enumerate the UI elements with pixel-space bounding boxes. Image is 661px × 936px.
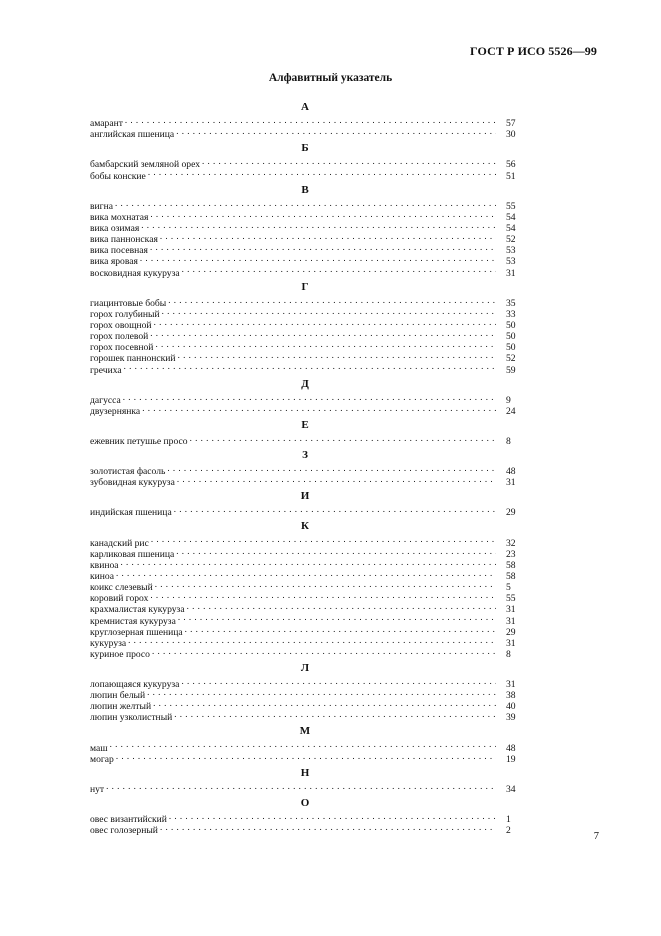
index-entry	[90, 220, 520, 234]
entry-page-number: 50	[506, 342, 516, 354]
entry-term: вика яровая	[90, 256, 138, 268]
entry-term: вика посевная	[90, 245, 148, 257]
index-section	[90, 377, 520, 417]
dot-leader	[106, 781, 496, 792]
entry-term: кукуруза	[90, 637, 127, 649]
entry-term: горох посевной	[90, 342, 154, 354]
index-entry	[90, 253, 520, 268]
index-entry	[90, 126, 520, 141]
dot-leader	[128, 635, 496, 646]
entry-page-number: 56	[506, 159, 516, 171]
index-entry	[90, 579, 520, 594]
entry-page-number: 31	[506, 615, 516, 627]
entry-page-number: 32	[506, 537, 516, 549]
section-letter: Б	[301, 142, 309, 155]
dot-leader	[190, 433, 496, 444]
entry-term: зубовидная кукуруза	[90, 477, 175, 489]
entry-term: овес голозерный	[90, 825, 158, 837]
entry-term: куриное просо	[90, 648, 150, 660]
entry-term: крахмалистая кукуруза	[90, 604, 185, 616]
dot-leader	[178, 350, 496, 361]
entry-page-number: 53	[506, 245, 516, 257]
dot-leader	[125, 115, 496, 126]
entry-page-number: 55	[506, 593, 516, 605]
dot-leader	[185, 624, 496, 635]
dot-leader	[142, 403, 496, 414]
index-section	[90, 280, 520, 376]
index-entry	[90, 339, 520, 354]
index-entry	[90, 242, 520, 257]
entry-page-number: 31	[506, 679, 516, 691]
dot-leader	[115, 198, 496, 209]
section-letter: В	[301, 183, 309, 196]
entry-page-number: 51	[506, 170, 516, 182]
document-code: ГОСТ Р ИСО 5526—99	[470, 44, 597, 58]
index-entry	[90, 403, 520, 417]
entry-term: лопающаяся кукуруза	[90, 679, 180, 691]
entry-term: люпин белый	[90, 690, 146, 702]
entry-page-number: 48	[506, 466, 516, 478]
entry-page-number: 52	[506, 234, 516, 246]
entry-page-number: 53	[506, 256, 516, 268]
dot-leader	[110, 739, 496, 750]
entry-page-number: 58	[506, 570, 516, 582]
index-entry	[90, 687, 520, 702]
entry-term: карликовая пшеница	[90, 548, 175, 560]
entry-page-number: 50	[506, 319, 516, 331]
entry-page-number: 24	[506, 405, 516, 417]
entry-page-number: 35	[506, 297, 516, 309]
entry-page-number: 8	[506, 435, 511, 447]
entry-page-number: 19	[506, 753, 516, 765]
dot-leader	[150, 242, 496, 253]
entry-page-number: 38	[506, 690, 516, 702]
index-entry	[90, 317, 520, 331]
section-letter: М	[299, 725, 311, 738]
entry-term: круглозерная пшеница	[90, 626, 183, 638]
dot-leader	[155, 579, 496, 590]
entry-page-number: 58	[506, 559, 516, 571]
entry-term: коикс слезевый	[90, 582, 153, 594]
index-section	[90, 796, 520, 837]
index-section	[90, 141, 520, 182]
dot-leader	[121, 557, 496, 568]
index-entry	[90, 698, 520, 713]
entry-page-number: 31	[506, 477, 516, 489]
section-letter: А	[301, 101, 309, 113]
dot-leader	[150, 328, 496, 339]
dot-leader	[152, 646, 496, 657]
section-letter: Е	[301, 418, 309, 431]
section-letter: Л	[300, 661, 310, 674]
index-entry	[90, 739, 520, 754]
dot-leader	[174, 504, 496, 515]
dot-leader	[151, 534, 496, 545]
entry-page-number: 31	[506, 637, 516, 649]
entry-term: горох овощной	[90, 319, 152, 331]
entry-term: могар	[90, 753, 114, 765]
section-letter: О	[300, 796, 310, 809]
dot-leader	[150, 590, 496, 601]
entry-term: нут	[90, 783, 105, 795]
entry-term: вика мохнатая	[90, 211, 149, 223]
index-entry	[90, 781, 520, 795]
dot-leader	[148, 167, 496, 178]
entry-page-number: 39	[506, 712, 516, 724]
section-letter: З	[302, 448, 308, 461]
dot-leader	[178, 612, 496, 623]
dot-leader	[169, 811, 496, 822]
index-entry	[90, 167, 520, 182]
entry-term: горох голубиный	[90, 308, 160, 320]
dot-leader	[167, 463, 496, 474]
index-section	[90, 661, 520, 724]
page-number: 7	[593, 831, 599, 842]
entry-term: люпин узколистный	[90, 712, 173, 724]
index-section	[90, 183, 520, 279]
entry-page-number: 59	[506, 364, 516, 376]
index-entry	[90, 209, 520, 223]
entry-page-number: 55	[506, 200, 516, 212]
entry-term: вигна	[90, 200, 113, 212]
entry-term: ежевник петушье просо	[90, 435, 188, 447]
entry-page-number: 48	[506, 742, 516, 754]
index-entry	[90, 115, 520, 130]
index-entry	[90, 646, 520, 660]
dot-leader	[182, 264, 496, 275]
entry-term: вика озимая	[90, 222, 140, 234]
index-entry	[90, 156, 520, 171]
dot-leader	[160, 231, 496, 242]
index-entry	[90, 231, 520, 246]
entry-term: кремнистая кукуруза	[90, 615, 176, 627]
index-entry	[90, 463, 520, 478]
index-entry	[90, 811, 520, 826]
index-entry	[90, 295, 520, 309]
section-letter: Д	[301, 377, 309, 390]
index-entry	[90, 433, 520, 447]
index-entry	[90, 590, 520, 605]
dot-leader	[141, 220, 496, 231]
entry-term: восковидная кукуруза	[90, 267, 180, 279]
index-section	[90, 418, 520, 447]
entry-page-number: 29	[506, 507, 516, 519]
entry-term: бамбарский земляной орех	[90, 159, 201, 171]
entry-term: золотистая фасоль	[90, 466, 166, 478]
index-entry	[90, 504, 520, 519]
dot-leader	[176, 546, 496, 557]
dot-leader	[154, 317, 496, 328]
entry-term: овес византийский	[90, 814, 167, 826]
entry-page-number: 54	[506, 211, 516, 223]
entry-term: амарант	[90, 118, 123, 130]
entry-term: английская пшеница	[90, 129, 175, 141]
entry-term: канадский рис	[90, 537, 149, 549]
entry-term: квиноа	[90, 559, 119, 571]
entry-term: дагусса	[90, 394, 121, 406]
entry-term: люпин желтый	[90, 701, 152, 713]
dot-leader	[155, 339, 496, 350]
entry-term: гиацинтовые бобы	[90, 297, 167, 309]
dot-leader	[116, 568, 496, 579]
index-entry	[90, 546, 520, 560]
dot-leader	[153, 698, 496, 709]
entry-page-number: 8	[506, 648, 511, 660]
entry-term: гречиха	[90, 364, 122, 376]
dot-leader	[116, 751, 496, 762]
entry-page-number: 31	[506, 604, 516, 616]
entry-term: горох полевой	[90, 331, 149, 343]
entry-page-number: 9	[506, 394, 511, 406]
entry-page-number: 29	[506, 626, 516, 638]
page-title: Алфавитный указатель	[268, 72, 393, 84]
entry-term: бобы конские	[90, 170, 146, 182]
index-section	[90, 519, 520, 660]
dot-leader	[162, 306, 496, 317]
entry-page-number: 2	[506, 825, 511, 837]
index-section	[90, 724, 520, 765]
index-section	[90, 489, 520, 519]
dot-leader	[181, 676, 496, 687]
index-entry	[90, 534, 520, 549]
dot-leader	[124, 361, 496, 372]
dot-leader	[174, 709, 496, 720]
index-entry	[90, 601, 520, 616]
section-letter: К	[301, 520, 309, 533]
entry-page-number: 40	[506, 701, 516, 713]
index-entry	[90, 568, 520, 582]
entry-page-number: 57	[506, 118, 516, 130]
entry-page-number: 5	[506, 582, 511, 594]
dot-leader	[176, 126, 496, 137]
entry-page-number: 33	[506, 308, 516, 320]
index-entry	[90, 264, 520, 279]
dot-leader	[150, 209, 496, 220]
entry-page-number: 50	[506, 331, 516, 343]
entry-page-number: 52	[506, 353, 516, 365]
index-entry	[90, 751, 520, 765]
index-entry	[90, 392, 520, 406]
entry-page-number: 34	[506, 783, 516, 795]
entry-term: индийская пшеница	[90, 507, 172, 519]
dot-leader	[168, 295, 496, 306]
entry-page-number: 23	[506, 548, 516, 560]
entry-term: маш	[90, 742, 108, 754]
index-entry	[90, 361, 520, 376]
index-entry	[90, 198, 520, 212]
dot-leader	[147, 687, 496, 698]
alphabetical-index	[90, 100, 520, 837]
index-section	[90, 448, 520, 489]
entry-page-number: 31	[506, 267, 516, 279]
dot-leader	[187, 601, 496, 612]
dot-leader	[160, 822, 496, 833]
entry-page-number: 54	[506, 222, 516, 234]
entry-term: двузернянка	[90, 405, 141, 417]
section-letter: Г	[301, 280, 309, 293]
index-entry	[90, 676, 520, 691]
index-section	[90, 100, 520, 141]
index-entry	[90, 557, 520, 571]
dot-leader	[177, 474, 496, 485]
index-entry	[90, 328, 520, 343]
dot-leader	[123, 392, 496, 403]
entry-term: вика паннонская	[90, 234, 158, 246]
section-letter: Н	[300, 766, 310, 779]
entry-term: горошек паннонский	[90, 353, 176, 365]
index-entry	[90, 635, 520, 649]
dot-leader	[140, 253, 496, 264]
entry-page-number: 30	[506, 129, 516, 141]
entry-term: коровий горох	[90, 593, 149, 605]
index-entry	[90, 709, 520, 724]
index-section	[90, 766, 520, 795]
dot-leader	[202, 156, 496, 167]
entry-term: киноа	[90, 570, 114, 582]
entry-page-number: 1	[506, 814, 511, 826]
section-letter: И	[300, 490, 310, 503]
